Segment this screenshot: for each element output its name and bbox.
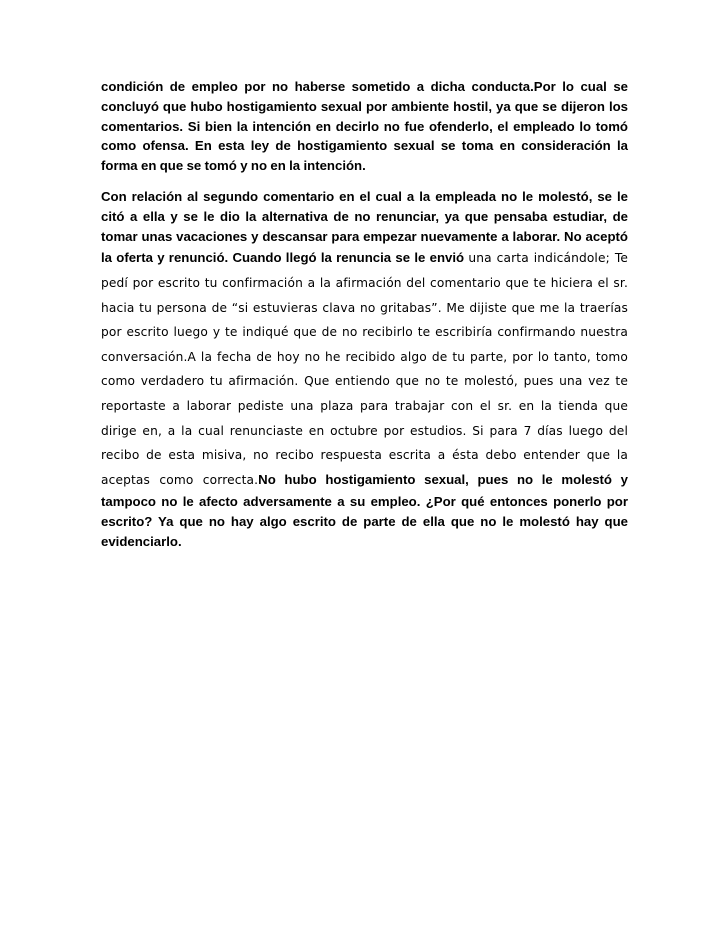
paragraph-2-start: Con relación al segundo comentario en el cual a la empleada no le molestó, se le citó a ella y se le dio la alternativa de no renunciar, ya que pensaba estudiar, de tomar unas vacaciones y descansar para empezar nuevamente a laborar. No aceptó la oferta y renunció. Cuando llegó la renuncia se le envió (101, 188, 628, 266)
quoted-letter-text: una carta indicándole; Te pedí por escrito tu confirmación a la afirmación del comentario que te hiciera el sr. hacia tu persona de “si estuvieras clava no gritabas”. Me dijiste que me la traerías por escrito luego y te indiqué que de no recibirlo te escribiría confirmando nuestra conversación.A la fecha de hoy no he recibido algo de tu parte, por lo tanto, tomo como verdadero tu afirmación. Que entiendo que no te molestó, pues una vez te reportaste a laborar pediste una plaza para trabajar con el sr. en la tienda que dirige en, a la cual renunciaste en octubre por estudios. Si para 7 días luego del recibo de esta misiva, no recibo respuesta escrita a ésta debo entender que la aceptas como correcta. (101, 251, 628, 487)
document-body (101, 77, 628, 552)
paragraph-2 (101, 187, 628, 552)
paragraph-1: condición de empleo por no haberse sometido a dicha conducta.Por lo cual se concluyó que hubo hostigamiento sexual por ambiente hostil, ya que se dijeron los comentarios. Si bien la intención en decirlo no fue ofenderlo, el empleado lo tomó como ofensa. En esta ley de hostigamiento sexual se toma en consideración la forma en que se tomó y no en la intención. (101, 79, 628, 174)
paragraph-2-end: No hubo hostigamiento sexual, pues no le molestó y tampoco no le afecto adversamente a su empleo. ¿Por qué entonces ponerlo por escrito? Ya que no hay algo escrito de parte de ella que no le molestó hay que evidenciarlo. (101, 471, 628, 549)
